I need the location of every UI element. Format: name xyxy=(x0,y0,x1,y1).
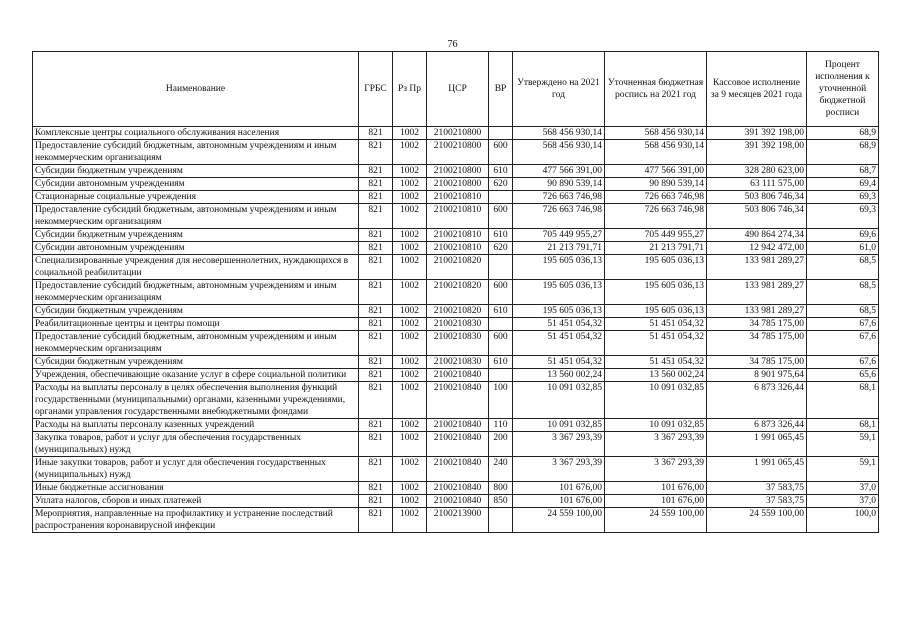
row-percent: 37,0 xyxy=(807,482,879,495)
row-clarified: 13 560 002,24 xyxy=(605,369,707,382)
row-clarified: 195 605 036,13 xyxy=(605,255,707,280)
row-clarified: 705 449 955,27 xyxy=(605,229,707,242)
table-row xyxy=(33,356,879,369)
row-rzpr: 1002 xyxy=(393,305,427,318)
row-approved: 195 605 036,13 xyxy=(513,255,605,280)
row-approved: 10 091 032,85 xyxy=(513,419,605,432)
table-row xyxy=(33,419,879,432)
row-cash: 503 806 746,34 xyxy=(707,191,807,204)
row-rzpr: 1002 xyxy=(393,191,427,204)
row-grbs: 821 xyxy=(359,280,393,305)
row-name: Субсидии автономным учреждениям xyxy=(33,178,359,191)
row-vr: 610 xyxy=(489,305,513,318)
row-percent: 100,0 xyxy=(807,508,879,533)
row-cash: 391 392 198,00 xyxy=(707,140,807,165)
row-vr: 620 xyxy=(489,242,513,255)
row-vr: 100 xyxy=(489,382,513,419)
row-approved: 477 566 391,00 xyxy=(513,165,605,178)
row-csr: 2100210840 xyxy=(427,419,489,432)
row-approved: 195 605 036,13 xyxy=(513,280,605,305)
row-rzpr: 1002 xyxy=(393,369,427,382)
row-csr: 2100210840 xyxy=(427,482,489,495)
row-percent: 67,6 xyxy=(807,318,879,331)
row-name: Уплата налогов, сборов и иных платежей xyxy=(33,495,359,508)
row-grbs: 821 xyxy=(359,419,393,432)
row-percent: 69,4 xyxy=(807,178,879,191)
row-name: Расходы на выплаты персоналу казенных учреждений xyxy=(33,419,359,432)
row-csr: 2100210810 xyxy=(427,191,489,204)
row-clarified: 726 663 746,98 xyxy=(605,204,707,229)
row-percent: 68,5 xyxy=(807,305,879,318)
table-body xyxy=(33,127,879,533)
row-name: Предоставление субсидий бюджетным, автономным учреждениям и иным некоммерческим организациям xyxy=(33,280,359,305)
row-approved: 726 663 746,98 xyxy=(513,191,605,204)
row-cash: 1 991 065,45 xyxy=(707,432,807,457)
row-cash: 37 583,75 xyxy=(707,495,807,508)
row-rzpr: 1002 xyxy=(393,127,427,140)
row-clarified: 3 367 293,39 xyxy=(605,432,707,457)
header-rzpr: Рз Пр xyxy=(393,52,427,127)
row-cash: 1 991 065,45 xyxy=(707,457,807,482)
table-row xyxy=(33,382,879,419)
row-clarified: 51 451 054,32 xyxy=(605,356,707,369)
table-row xyxy=(33,165,879,178)
row-vr: 610 xyxy=(489,229,513,242)
table-row xyxy=(33,280,879,305)
row-clarified: 3 367 293,39 xyxy=(605,457,707,482)
row-percent: 68,5 xyxy=(807,280,879,305)
page-number: 76 xyxy=(447,39,458,50)
row-vr: 610 xyxy=(489,356,513,369)
row-csr: 2100210830 xyxy=(427,331,489,356)
row-vr: 600 xyxy=(489,140,513,165)
row-approved: 705 449 955,27 xyxy=(513,229,605,242)
row-rzpr: 1002 xyxy=(393,356,427,369)
row-clarified: 101 676,00 xyxy=(605,482,707,495)
row-csr: 2100210820 xyxy=(427,305,489,318)
row-grbs: 821 xyxy=(359,382,393,419)
row-cash: 133 981 289,27 xyxy=(707,280,807,305)
row-vr xyxy=(489,369,513,382)
row-percent: 68,9 xyxy=(807,127,879,140)
row-percent: 59,1 xyxy=(807,432,879,457)
row-name: Стационарные социальные учреждения xyxy=(33,191,359,204)
row-grbs: 821 xyxy=(359,508,393,533)
row-percent: 67,6 xyxy=(807,356,879,369)
row-name: Субсидии бюджетным учреждениям xyxy=(33,356,359,369)
row-grbs: 821 xyxy=(359,356,393,369)
row-approved: 10 091 032,85 xyxy=(513,382,605,419)
row-grbs: 821 xyxy=(359,204,393,229)
table-row xyxy=(33,495,879,508)
row-csr: 2100210800 xyxy=(427,140,489,165)
row-name: Учреждения, обеспечивающие оказание услуг в сфере социальной политики xyxy=(33,369,359,382)
row-name: Субсидии бюджетным учреждениям xyxy=(33,305,359,318)
budget-table xyxy=(32,51,879,533)
row-rzpr: 1002 xyxy=(393,457,427,482)
row-percent: 68,9 xyxy=(807,140,879,165)
table-row xyxy=(33,140,879,165)
row-rzpr: 1002 xyxy=(393,178,427,191)
row-name: Реабилитационные центры и центры помощи xyxy=(33,318,359,331)
row-name: Предоставление субсидий бюджетным, автономным учреждениям и иным некоммерческим организациям xyxy=(33,331,359,356)
row-clarified: 726 663 746,98 xyxy=(605,191,707,204)
row-cash: 12 942 472,00 xyxy=(707,242,807,255)
row-clarified: 24 559 100,00 xyxy=(605,508,707,533)
row-rzpr: 1002 xyxy=(393,482,427,495)
row-grbs: 821 xyxy=(359,457,393,482)
row-grbs: 821 xyxy=(359,127,393,140)
row-vr: 620 xyxy=(489,178,513,191)
row-cash: 6 873 326,44 xyxy=(707,419,807,432)
row-name: Закупка товаров, работ и услуг для обеспечения государственных (муниципальных) нужд xyxy=(33,432,359,457)
row-name: Специализированные учреждения для несовершеннолетних, нуждающихся в социальной реабилитации xyxy=(33,255,359,280)
table-row xyxy=(33,255,879,280)
row-percent: 68,5 xyxy=(807,255,879,280)
table-row xyxy=(33,229,879,242)
row-rzpr: 1002 xyxy=(393,331,427,356)
row-approved: 568 456 930,14 xyxy=(513,140,605,165)
row-cash: 133 981 289,27 xyxy=(707,305,807,318)
row-grbs: 821 xyxy=(359,482,393,495)
row-name: Иные бюджетные ассигнования xyxy=(33,482,359,495)
table-row xyxy=(33,178,879,191)
row-csr: 2100210820 xyxy=(427,280,489,305)
row-approved: 51 451 054,32 xyxy=(513,356,605,369)
row-vr xyxy=(489,255,513,280)
row-clarified: 101 676,00 xyxy=(605,495,707,508)
row-approved: 3 367 293,39 xyxy=(513,432,605,457)
row-rzpr: 1002 xyxy=(393,242,427,255)
row-clarified: 10 091 032,85 xyxy=(605,419,707,432)
row-csr: 2100210800 xyxy=(427,127,489,140)
row-csr: 2100210800 xyxy=(427,165,489,178)
row-name: Расходы на выплаты персоналу в целях обеспечения выполнения функций государственными (муниципальными) органами, казенными учреждениями, органами управления государственными внебюджетными фондами xyxy=(33,382,359,419)
row-csr: 2100210840 xyxy=(427,495,489,508)
row-approved: 13 560 002,24 xyxy=(513,369,605,382)
row-grbs: 821 xyxy=(359,331,393,356)
row-vr xyxy=(489,318,513,331)
table-row xyxy=(33,127,879,140)
row-rzpr: 1002 xyxy=(393,204,427,229)
row-cash: 503 806 746,34 xyxy=(707,204,807,229)
row-approved: 101 676,00 xyxy=(513,495,605,508)
row-approved: 726 663 746,98 xyxy=(513,204,605,229)
row-cash: 34 785 175,00 xyxy=(707,356,807,369)
row-grbs: 821 xyxy=(359,178,393,191)
row-grbs: 821 xyxy=(359,432,393,457)
row-vr: 600 xyxy=(489,331,513,356)
table-row xyxy=(33,508,879,533)
row-rzpr: 1002 xyxy=(393,140,427,165)
row-percent: 59,1 xyxy=(807,457,879,482)
row-cash: 133 981 289,27 xyxy=(707,255,807,280)
row-percent: 68,1 xyxy=(807,419,879,432)
header-clarified: Уточненная бюджетная роспись на 2021 год xyxy=(605,52,707,127)
row-cash: 391 392 198,00 xyxy=(707,127,807,140)
row-grbs: 821 xyxy=(359,305,393,318)
row-rzpr: 1002 xyxy=(393,495,427,508)
header-percent: Процент исполнения к уточненной бюджетной росписи xyxy=(807,52,879,127)
table-row xyxy=(33,305,879,318)
row-vr: 200 xyxy=(489,432,513,457)
header-vr: ВР xyxy=(489,52,513,127)
row-clarified: 21 213 791,71 xyxy=(605,242,707,255)
row-cash: 6 873 326,44 xyxy=(707,382,807,419)
row-approved: 90 890 539,14 xyxy=(513,178,605,191)
table-row xyxy=(33,432,879,457)
row-cash: 63 111 575,00 xyxy=(707,178,807,191)
row-clarified: 477 566 391,00 xyxy=(605,165,707,178)
row-percent: 69,6 xyxy=(807,229,879,242)
row-name: Субсидии бюджетным учреждениям xyxy=(33,165,359,178)
row-csr: 2100213900 xyxy=(427,508,489,533)
row-clarified: 568 456 930,14 xyxy=(605,140,707,165)
row-approved: 21 213 791,71 xyxy=(513,242,605,255)
row-grbs: 821 xyxy=(359,165,393,178)
row-rzpr: 1002 xyxy=(393,432,427,457)
row-rzpr: 1002 xyxy=(393,255,427,280)
row-cash: 8 901 975,64 xyxy=(707,369,807,382)
row-vr: 600 xyxy=(489,280,513,305)
row-name: Иные закупки товаров, работ и услуг для обеспечения государственных (муниципальных) нужд xyxy=(33,457,359,482)
row-approved: 568 456 930,14 xyxy=(513,127,605,140)
row-grbs: 821 xyxy=(359,255,393,280)
table-row xyxy=(33,331,879,356)
row-clarified: 90 890 539,14 xyxy=(605,178,707,191)
row-csr: 2100210840 xyxy=(427,432,489,457)
table-row xyxy=(33,191,879,204)
row-cash: 34 785 175,00 xyxy=(707,318,807,331)
table-row xyxy=(33,482,879,495)
row-name: Комплексные центры социального обслуживания населения xyxy=(33,127,359,140)
row-clarified: 51 451 054,32 xyxy=(605,331,707,356)
header-name: Наименование xyxy=(33,52,359,127)
row-percent: 65,6 xyxy=(807,369,879,382)
row-approved: 3 367 293,39 xyxy=(513,457,605,482)
table-row xyxy=(33,242,879,255)
row-vr: 610 xyxy=(489,165,513,178)
row-grbs: 821 xyxy=(359,229,393,242)
row-approved: 195 605 036,13 xyxy=(513,305,605,318)
header-grbs: ГРБС xyxy=(359,52,393,127)
row-csr: 2100210840 xyxy=(427,457,489,482)
row-grbs: 821 xyxy=(359,242,393,255)
row-cash: 34 785 175,00 xyxy=(707,331,807,356)
row-csr: 2100210810 xyxy=(427,204,489,229)
row-csr: 2100210840 xyxy=(427,382,489,419)
row-rzpr: 1002 xyxy=(393,508,427,533)
row-csr: 2100210810 xyxy=(427,229,489,242)
table-row xyxy=(33,318,879,331)
row-rzpr: 1002 xyxy=(393,382,427,419)
row-rzpr: 1002 xyxy=(393,419,427,432)
row-name: Субсидии бюджетным учреждениям xyxy=(33,229,359,242)
row-clarified: 195 605 036,13 xyxy=(605,280,707,305)
row-grbs: 821 xyxy=(359,191,393,204)
row-rzpr: 1002 xyxy=(393,318,427,331)
header-cash: Кассовое исполнение за 9 месяцев 2021 года xyxy=(707,52,807,127)
row-percent: 37,0 xyxy=(807,495,879,508)
table-header xyxy=(33,52,879,127)
row-csr: 2100210820 xyxy=(427,255,489,280)
row-vr xyxy=(489,508,513,533)
row-vr xyxy=(489,127,513,140)
row-percent: 69,3 xyxy=(807,191,879,204)
row-percent: 61,0 xyxy=(807,242,879,255)
row-approved: 24 559 100,00 xyxy=(513,508,605,533)
row-cash: 37 583,75 xyxy=(707,482,807,495)
row-rzpr: 1002 xyxy=(393,280,427,305)
row-rzpr: 1002 xyxy=(393,229,427,242)
row-name: Мероприятия, направленные на профилактику и устранение последствий распространения коронавирусной инфекции xyxy=(33,508,359,533)
row-approved: 51 451 054,32 xyxy=(513,318,605,331)
row-csr: 2100210840 xyxy=(427,369,489,382)
row-csr: 2100210800 xyxy=(427,178,489,191)
header-csr: ЦСР xyxy=(427,52,489,127)
row-csr: 2100210810 xyxy=(427,242,489,255)
row-approved: 101 676,00 xyxy=(513,482,605,495)
row-percent: 68,1 xyxy=(807,382,879,419)
row-vr: 240 xyxy=(489,457,513,482)
row-name: Предоставление субсидий бюджетным, автономным учреждениям и иным некоммерческим организациям xyxy=(33,204,359,229)
row-grbs: 821 xyxy=(359,495,393,508)
table-row xyxy=(33,204,879,229)
row-vr: 110 xyxy=(489,419,513,432)
row-grbs: 821 xyxy=(359,369,393,382)
row-clarified: 10 091 032,85 xyxy=(605,382,707,419)
row-cash: 490 864 274,34 xyxy=(707,229,807,242)
row-approved: 51 451 054,32 xyxy=(513,331,605,356)
table-row xyxy=(33,457,879,482)
row-vr: 850 xyxy=(489,495,513,508)
row-name: Предоставление субсидий бюджетным, автономным учреждениям и иным некоммерческим организациям xyxy=(33,140,359,165)
row-grbs: 821 xyxy=(359,318,393,331)
row-percent: 67,6 xyxy=(807,331,879,356)
row-percent: 68,7 xyxy=(807,165,879,178)
table-row xyxy=(33,369,879,382)
row-rzpr: 1002 xyxy=(393,165,427,178)
row-grbs: 821 xyxy=(359,140,393,165)
row-percent: 69,3 xyxy=(807,204,879,229)
header-approved: Утверждено на 2021 год xyxy=(513,52,605,127)
row-csr: 2100210830 xyxy=(427,318,489,331)
row-name: Субсидии автономным учреждениям xyxy=(33,242,359,255)
row-cash: 24 559 100,00 xyxy=(707,508,807,533)
row-clarified: 568 456 930,14 xyxy=(605,127,707,140)
row-cash: 328 280 623,00 xyxy=(707,165,807,178)
row-csr: 2100210830 xyxy=(427,356,489,369)
row-clarified: 51 451 054,32 xyxy=(605,318,707,331)
row-clarified: 195 605 036,13 xyxy=(605,305,707,318)
row-vr: 600 xyxy=(489,204,513,229)
row-vr: 800 xyxy=(489,482,513,495)
row-vr xyxy=(489,191,513,204)
